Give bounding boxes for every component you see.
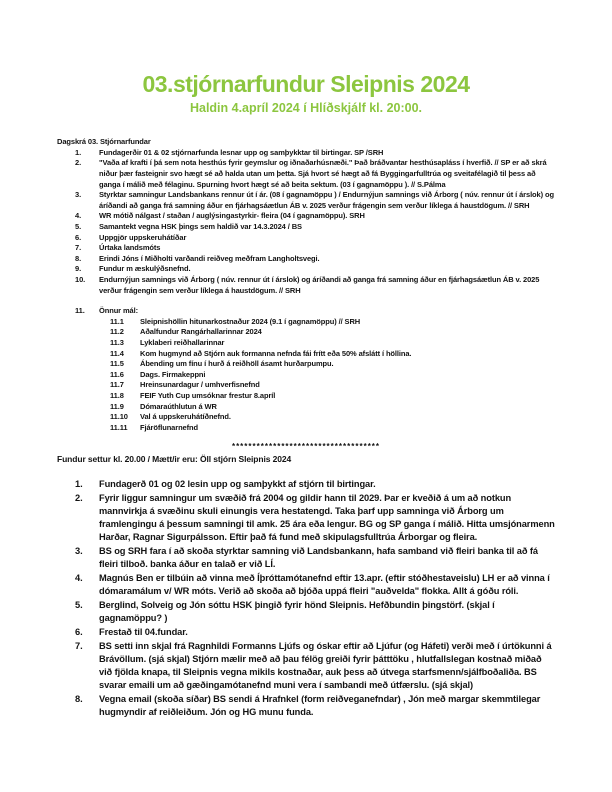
agenda-item-number: 8. bbox=[75, 253, 82, 263]
minutes-item-text: BS setti inn skjal frá Ragnhildi Formanns Ljúfs og óskar eftir að Ljúfur (og Háfeti) verði með í úrtökunni á Brávöllum. (sjá skjal) Stjórn mælir með að þau félög greiði fyrir þátttöku , hlutfallslegan kostnað miðað við fjölda knapa, til Sleipnis vegna mikils kostnaðar, auk þess að útvega starfsmenn/sjálfboðaliða. BS svarar emaili um að gæðingamótanefnd muni vera í sambandi með útfærslu. (sjá skjal) bbox=[99, 641, 552, 691]
minutes-item-number: 5. bbox=[75, 600, 83, 611]
agenda-subitem bbox=[57, 349, 555, 360]
agenda-item-number: 1. bbox=[75, 147, 82, 157]
agenda-subitem-text: Kom hugmynd að Stjórn auk formanna nefnda fái frítt eða 50% afslátt í höllina. bbox=[140, 348, 412, 358]
agenda-subitem-number: 11.3 bbox=[110, 337, 124, 347]
minutes-item bbox=[57, 693, 555, 719]
agenda-subitem-text: Dags. Firmakeppni bbox=[140, 369, 206, 379]
minutes-item-text: Vegna email (skoða síðar) BS sendi á Hrafnkel (form reiðveganefndar) , Jón með margar skemmtilegar hugmyndir af reiðleiðum. Jón og HG munu funda. bbox=[99, 694, 541, 718]
agenda-subitem bbox=[57, 423, 555, 434]
agenda-subitem bbox=[57, 380, 555, 391]
minutes-item-text: Fyrir liggur samningur um svæðið frá 2004 og gildir hann til 2029. Þar er kveðið á um að notkun mannvirkja á svæðinu skuli einungis vera hestatengd. Taka þarf upp samninga við Árborg um framlengingu á þessum samningi til amk. 25 ára eða lengur. BG og SP ganga í málið. Hitta umsjónarmenn Harðar, Ragnar Sigurpálsson. Eftir það fá fund með skipulagsfulltrúa Árborgar og fleira. bbox=[99, 493, 555, 543]
agenda-subitem-number: 11.9 bbox=[110, 401, 124, 411]
agenda-item-number: 6. bbox=[75, 232, 82, 242]
minutes-item-text: Fundagerð 01 og 02 lesin upp og samþykkt af stjórn til birtingar. bbox=[99, 479, 376, 490]
minutes-item bbox=[57, 492, 555, 544]
agenda-subitem-text: Ábending um fínu í hurð á reiðhöll ásamt hurðarpumpu. bbox=[140, 359, 334, 369]
agenda-item bbox=[57, 211, 555, 222]
agenda-item bbox=[57, 158, 555, 190]
minutes-item-number: 1. bbox=[75, 479, 83, 490]
agenda-list bbox=[57, 148, 555, 296]
agenda-subitem-text: Hreinsunardagur / umhverfisnefnd bbox=[140, 380, 260, 390]
agenda-item bbox=[57, 243, 555, 254]
agenda-sublist bbox=[57, 317, 555, 434]
agenda-item-text: WR mótið nálgast / staðan / auglýsingastyrkir- fleira (04 í gagnamöppu). SRH bbox=[99, 211, 365, 221]
minutes-item bbox=[57, 640, 555, 692]
agenda-item-number: 2. bbox=[75, 158, 82, 168]
agenda-item-number: 3. bbox=[75, 190, 82, 200]
agenda-subitem-number: 11.11 bbox=[110, 422, 128, 432]
page-title: 03.stjórnarfundur Sleipnis 2024 bbox=[142, 71, 470, 97]
minutes-item-text: Frestað til 04.fundar. bbox=[99, 627, 188, 638]
minutes-item-number: 8. bbox=[75, 694, 83, 705]
minutes-item bbox=[57, 478, 555, 491]
minutes-item bbox=[57, 545, 555, 571]
agenda-subitem bbox=[57, 317, 555, 328]
agenda-other-heading-row bbox=[57, 306, 555, 317]
agenda-subitem-number: 11.4 bbox=[110, 348, 124, 358]
agenda-item-number: 10. bbox=[75, 275, 86, 285]
agenda-item bbox=[57, 264, 555, 275]
agenda-item-text: Erindi Jóns í Miðholti varðandi reiðveg meðfram Langholtsvegi. bbox=[99, 253, 320, 263]
agenda-section bbox=[57, 137, 555, 433]
agenda-item-text: Úrtaka landsmóts bbox=[99, 243, 161, 253]
agenda-subitem-text: Aðalfundur Rangárhallarinnar 2024 bbox=[140, 327, 262, 337]
agenda-item-text: Fundagerðir 01 & 02 stjórnarfunda lesnar upp og samþykktar til birtingar. SP /SRH bbox=[99, 147, 384, 157]
agenda-item bbox=[57, 148, 555, 159]
agenda-subitem-number: 11.6 bbox=[110, 369, 124, 379]
agenda-item-number: 4. bbox=[75, 211, 82, 221]
agenda-subitem-text: Lyklaberi reiðhallarinnar bbox=[140, 337, 225, 347]
agenda-subitem-text: FEIF Yuth Cup umsóknar frestur 8.apríl bbox=[140, 390, 276, 400]
minutes-item-number: 6. bbox=[75, 627, 83, 638]
page-subtitle: Haldin 4.apríl 2024 í Hlíðskjálf kl. 20:00. bbox=[189, 101, 423, 116]
agenda-item-text: Styrktar samningur Landsbankans rennur út í ár. (08 í gagnamöppu ) / Endurnýjun samnings við Árborg ( núv. rennur út í árslok) og áríðandi að ganga frá samning áður en fjárhagsáætlun ÁB v. 2025 verður frágengin sem verður líklega á haustdögum. // SRH bbox=[99, 190, 554, 210]
agenda-item bbox=[57, 190, 555, 211]
agenda-item-text: "Vaða af krafti í þá sem nota hesthús fyrir geymslur og iðnaðarhúsnæði." Það bráðvantar hesthúsapláss í hverfið. // SP er að skrá niður þær fasteignir svo hægt sé að halda utan um þetta. Sjá hvort sé hægt að fá Byggingarfulltrúa og sveitafélagið til þess að ganga í málið með félaginu. Spurning hvort hægt sé að beita sektum. (03 í gagnamöppu ). // S.Pálma bbox=[99, 158, 547, 189]
asterisk-divider: ************************************ bbox=[231, 442, 381, 452]
agenda-item-text: Samantekt vegna HSK þings sem haldið var 14.3.2024 / BS bbox=[99, 222, 302, 232]
agenda-subitem bbox=[57, 412, 555, 423]
minutes-item bbox=[57, 599, 555, 625]
agenda-item-number: 7. bbox=[75, 243, 82, 253]
minutes-item bbox=[57, 572, 555, 598]
agenda-subitem bbox=[57, 359, 555, 370]
agenda-item-text: Fundur m æskulýðsnefnd. bbox=[99, 264, 191, 274]
agenda-subitem-number: 11.10 bbox=[110, 412, 128, 422]
agenda-item-text: Uppgjör uppskeruhátíðar bbox=[99, 232, 187, 242]
agenda-subitem-number: 11.2 bbox=[110, 327, 124, 337]
agenda-subitem bbox=[57, 391, 555, 402]
agenda-subitem-number: 11.7 bbox=[110, 380, 124, 390]
agenda-subitem-number: 11.5 bbox=[110, 359, 124, 369]
minutes-item-number: 3. bbox=[75, 546, 83, 557]
minutes-item-number: 2. bbox=[75, 493, 83, 504]
minutes-item-number: 4. bbox=[75, 573, 83, 584]
minutes-item-text: BS og SRH fara í að skoða styrktar samning við Landsbankann, hafa samband við fleiri banka til að fá fleiri tilboð. banka áður en talað er við LÍ. bbox=[99, 546, 538, 570]
agenda-heading: Dagskrá 03. Stjórnarfundar bbox=[57, 137, 151, 147]
minutes-item-number: 7. bbox=[75, 641, 83, 652]
agenda-subitem bbox=[57, 370, 555, 381]
agenda-item bbox=[57, 275, 555, 296]
agenda-item bbox=[57, 254, 555, 265]
agenda-subitem bbox=[57, 338, 555, 349]
agenda-item-text: Endurnýjun samnings við Árborg ( núv. rennur út í árslok) og áríðandi að ganga frá samning áður en fjárhagsáætlun ÁB v. 2025 verður frágengin sem verður líklega á haustdögum. // SRH bbox=[99, 275, 540, 295]
agenda-subitem-text: Val á uppskeruhátíðnefnd. bbox=[140, 412, 231, 422]
agenda-subitem-number: 11.1 bbox=[110, 316, 124, 326]
agenda-other-number: 11. bbox=[75, 306, 85, 316]
agenda-item-number: 9. bbox=[75, 264, 82, 274]
agenda-item bbox=[57, 233, 555, 244]
agenda-item-number: 5. bbox=[75, 222, 82, 232]
agenda-subitem-number: 11.8 bbox=[110, 390, 124, 400]
agenda-other-label: Önnur mál: bbox=[99, 306, 139, 316]
minutes-list bbox=[57, 478, 555, 719]
minutes-heading: Fundur settur kl. 20.00 / Mætt/ir eru: Öll stjórn Sleipnis 2024 bbox=[57, 454, 292, 465]
agenda-subitem-text: Dómaraúthlutun á WR bbox=[140, 401, 217, 411]
minutes-item-text: Magnús Ben er tilbúin að vinna með Íþróttamótanefnd eftir 13.apr. (eftir stóðhestaveislu) LH er að vinna í dómaramálum v/ WR móts. Verið að skoða að bjóða uppá fleiri "auðvelda" flokka. Allt á góðu róli. bbox=[99, 573, 550, 597]
agenda-subitem-text: Sleipnishöllin hitunarkostnaður 2024 (9.1 í gagnamöppu) // SRH bbox=[140, 316, 361, 326]
minutes-item bbox=[57, 626, 555, 639]
minutes-item-text: Berglind, Solveig og Jón sóttu HSK þingið fyrir hönd Sleipnis. Hefðbundin þingstörf. (skjal í gagnamöppu? ) bbox=[99, 600, 495, 624]
agenda-item bbox=[57, 222, 555, 233]
agenda-subitem bbox=[57, 402, 555, 413]
agenda-subitem-text: Fjáröflunarnefnd bbox=[140, 422, 198, 432]
agenda-subitem bbox=[57, 327, 555, 338]
